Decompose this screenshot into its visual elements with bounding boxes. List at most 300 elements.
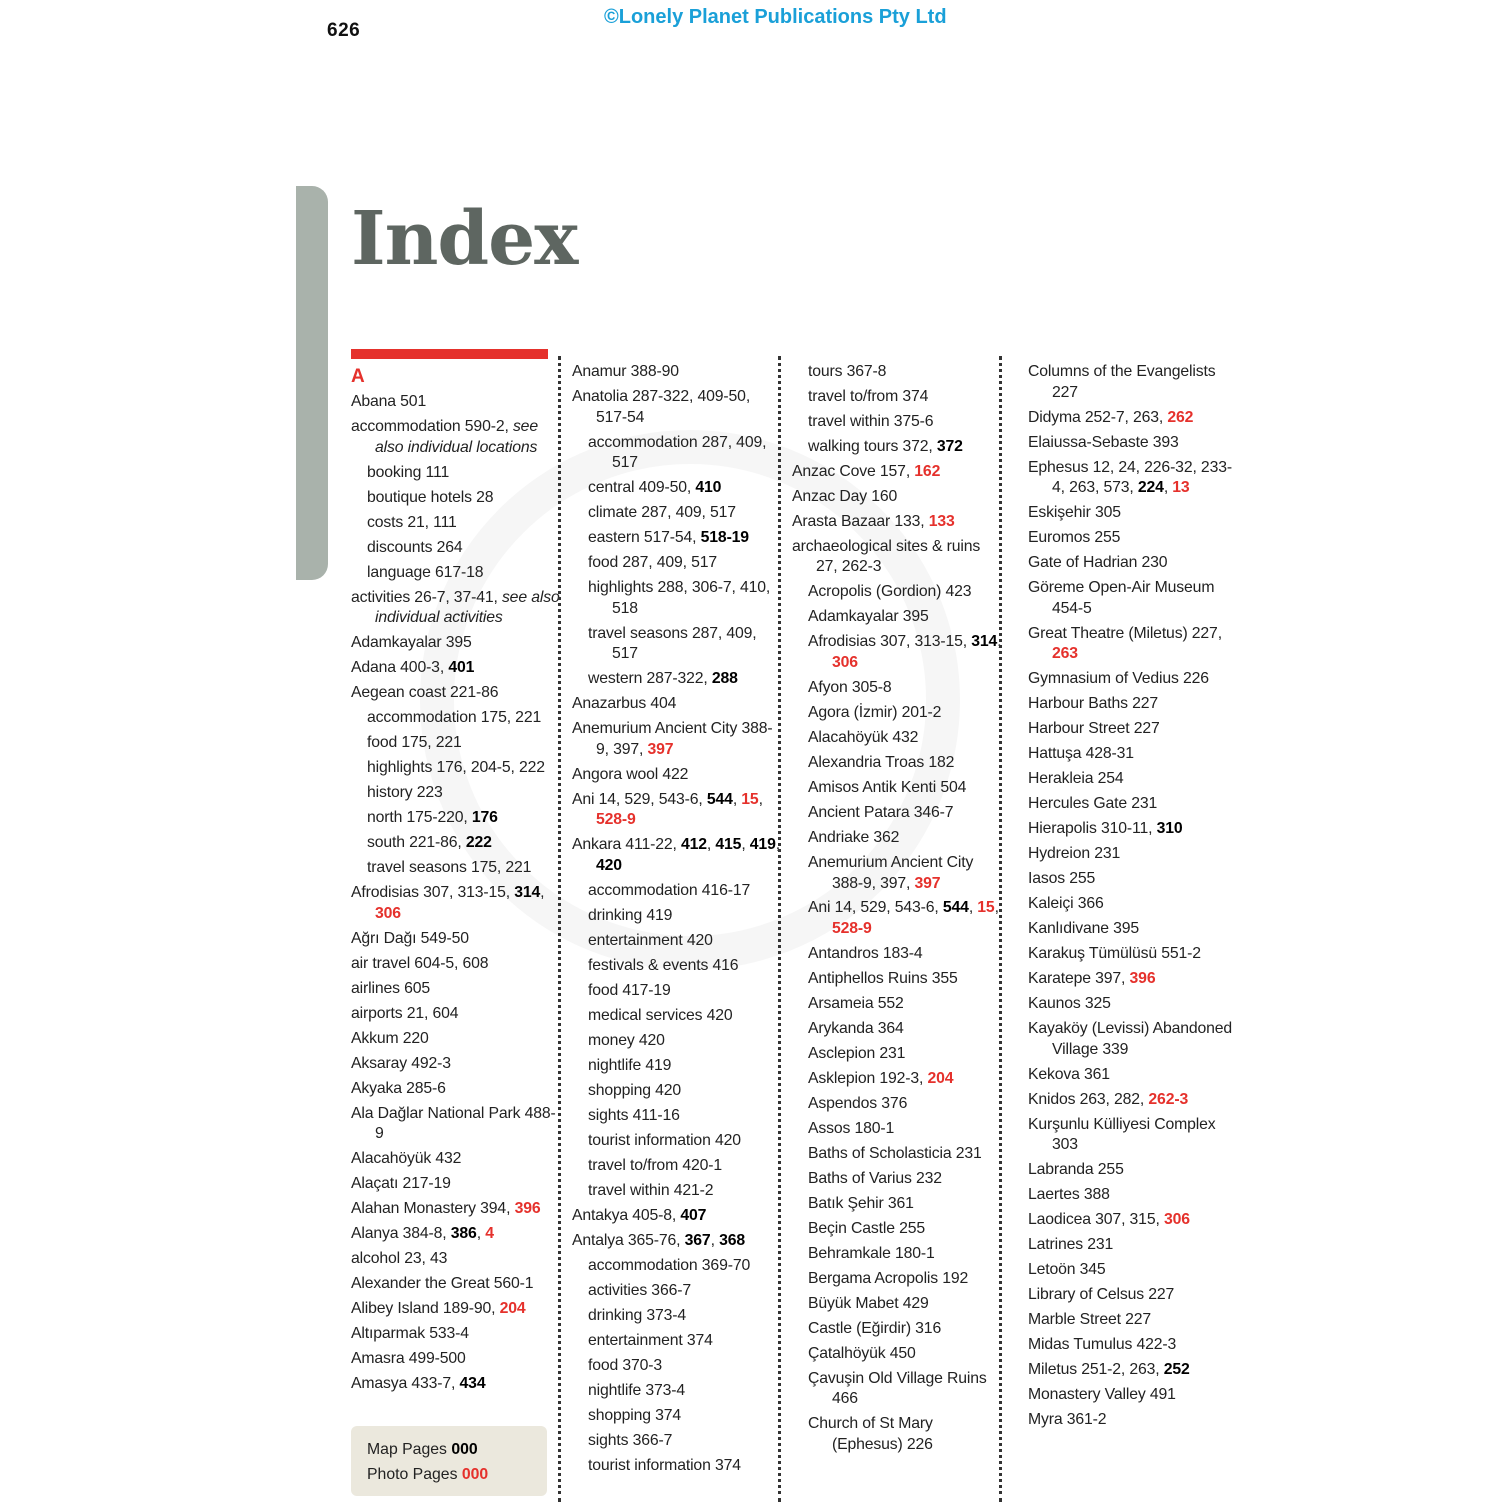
- legend-photo-label: Photo Pages: [367, 1466, 458, 1483]
- entry-text: air travel 604-5, 608: [351, 954, 489, 972]
- map-page-ref: 252: [1163, 1361, 1190, 1379]
- index-subentry: [792, 1294, 1004, 1315]
- entry-text: Alahan Monastery 394,: [351, 1200, 515, 1218]
- photo-page-ref: 204: [927, 1069, 954, 1087]
- entry-text: Anatolia 287-322, 409-50, 517-54: [572, 387, 751, 426]
- entry-text: Library of Celsus 227: [1028, 1286, 1175, 1304]
- index-subentry: [792, 1169, 1004, 1190]
- entry-text: Afrodisias 307, 313-15,: [808, 633, 972, 651]
- entry-text: tourist information 374: [588, 1456, 741, 1474]
- index-entry: [1028, 1335, 1238, 1356]
- index-subentry: [792, 1244, 1004, 1265]
- index-subentry: [792, 437, 1004, 458]
- index-entry: [351, 1199, 563, 1220]
- entry-text: climate 287, 409, 517: [588, 504, 736, 522]
- index-entry: [351, 683, 563, 704]
- index-subentry: [792, 828, 1004, 849]
- entry-text: ,: [994, 899, 999, 917]
- map-page-ref: 367: [684, 1231, 711, 1249]
- index-subentry: [792, 1144, 1004, 1165]
- entry-text: Great Theatre (Miletus) 227,: [1028, 624, 1222, 642]
- entry-text: Afrodisias 307, 313-15,: [351, 884, 515, 902]
- index-entry: [792, 512, 1004, 533]
- entry-text: Acropolis (Gordion) 423: [808, 583, 972, 601]
- map-page-ref: 288: [711, 670, 738, 688]
- map-page-ref: 224: [1137, 479, 1164, 497]
- index-entry: [1028, 669, 1238, 690]
- index-entry: [572, 362, 784, 383]
- index-subentry: [351, 463, 563, 484]
- entry-text: Akyaka 285-6: [351, 1079, 446, 1097]
- entry-text: Columns of the Evangelists 227: [1028, 363, 1216, 401]
- entry-text: Anzac Cove 157,: [792, 462, 915, 480]
- entry-text: travel within 375-6: [808, 412, 934, 430]
- photo-page-ref: 396: [1129, 970, 1156, 988]
- copyright-notice: ©Lonely Planet Publications Pty Ltd: [604, 6, 947, 28]
- index-entry: [1028, 624, 1238, 665]
- index-entry: [1028, 503, 1238, 524]
- index-subentry: [792, 632, 1004, 673]
- index-entry: [1028, 1285, 1238, 1306]
- photo-page-ref: 262: [1167, 408, 1194, 426]
- column-divider: [558, 356, 561, 1502]
- map-page-ref: 222: [465, 834, 492, 852]
- index-entry: [351, 929, 563, 950]
- map-page-ref: 314: [971, 633, 998, 651]
- index-entry: [1028, 1385, 1238, 1406]
- entry-text: Hydreion 231: [1028, 845, 1121, 863]
- entry-text: travel seasons 287, 409, 517: [588, 624, 757, 663]
- entry-text: eastern 517-54,: [588, 529, 701, 547]
- entry-text: Beçin Castle 255: [808, 1219, 926, 1237]
- index-entry: [351, 1149, 563, 1170]
- index-entry: [1028, 578, 1238, 619]
- index-subentry: [572, 1256, 784, 1277]
- index-subentry: [351, 758, 563, 779]
- entry-text: airlines 605: [351, 979, 430, 997]
- entry-text: travel seasons 175, 221: [367, 859, 532, 877]
- index-entry: [1028, 1115, 1238, 1156]
- entry-text: food 175, 221: [367, 734, 462, 752]
- index-subentry: [572, 1331, 784, 1352]
- entry-text: Karakuş Tümülüsü 551-2: [1028, 945, 1201, 963]
- photo-page-ref: 306: [375, 904, 401, 922]
- index-entry: [351, 1374, 563, 1395]
- index-subentry: [572, 906, 784, 927]
- map-page-ref: 420: [596, 856, 622, 874]
- index-subentry: [572, 1056, 784, 1077]
- index-entry: [792, 537, 1004, 578]
- index-subentry: [572, 553, 784, 574]
- index-subentry: [351, 733, 563, 754]
- entry-text: Eskişehir 305: [1028, 504, 1121, 522]
- entry-text: shopping 420: [588, 1081, 682, 1099]
- index-subentry: [792, 994, 1004, 1015]
- entry-text: Angora wool 422: [572, 765, 689, 783]
- entry-text: medical services 420: [588, 1006, 733, 1024]
- entry-text: food 417-19: [588, 981, 671, 999]
- entry-text: accommodation 287, 409, 517: [588, 433, 767, 472]
- legend-map-pages: [367, 1438, 478, 1462]
- entry-text: highlights 288, 306-7, 410, 518: [588, 579, 771, 617]
- entry-text: Ani 14, 529, 543-6,: [808, 899, 943, 917]
- entry-text: Harbour Street 227: [1028, 720, 1160, 738]
- index-column-3: [792, 360, 1004, 1456]
- index-entry: [572, 719, 784, 760]
- index-subentry: [572, 433, 784, 474]
- index-subentry: [572, 981, 784, 1002]
- photo-page-ref: 263: [1052, 645, 1078, 663]
- index-subentry: [792, 387, 1004, 408]
- entry-text: festivals & events 416: [588, 956, 739, 974]
- index-entry: [1028, 794, 1238, 815]
- entry-text: Laertes 388: [1028, 1186, 1110, 1204]
- entry-text: Alexander the Great 560-1: [351, 1275, 534, 1293]
- index-entry: [572, 835, 784, 876]
- entry-text: alcohol 23, 43: [351, 1250, 448, 1268]
- index-entry: [351, 1274, 563, 1295]
- entry-text: ,: [741, 836, 750, 854]
- entry-text: activities 26-7, 37-41,: [351, 588, 502, 606]
- index-subentry: [792, 1414, 1004, 1455]
- entry-text: accommodation 369-70: [588, 1256, 751, 1274]
- index-subentry: [572, 1406, 784, 1427]
- index-subentry: [792, 753, 1004, 774]
- entry-text: Marble Street 227: [1028, 1311, 1152, 1329]
- section-letter: A: [351, 366, 365, 387]
- map-page-ref: 401: [448, 659, 475, 677]
- legend-photo-value: 000: [461, 1466, 489, 1483]
- index-entry: [1028, 1310, 1238, 1331]
- entry-text: archaeological sites & ruins 27, 262-3: [792, 537, 981, 576]
- entry-text: ,: [732, 790, 742, 808]
- entry-text: entertainment 374: [588, 1331, 713, 1349]
- page-title: Index: [351, 196, 578, 282]
- entry-text: Alibey Island 189-90,: [351, 1300, 500, 1318]
- map-page-ref: 314: [514, 884, 541, 902]
- entry-text: Iasos 255: [1028, 870, 1096, 888]
- legend-photo-pages: [367, 1463, 488, 1487]
- index-entry: [1028, 1065, 1238, 1086]
- entry-text: see also individual activities: [375, 588, 560, 627]
- index-subentry: [351, 513, 563, 534]
- entry-text: entertainment 420: [588, 931, 713, 949]
- entry-text: Altıparmak 533-4: [351, 1325, 469, 1343]
- map-page-ref: 372: [936, 437, 963, 455]
- entry-text: drinking 373-4: [588, 1306, 687, 1324]
- photo-page-ref: 306: [832, 654, 858, 672]
- entry-text: ,: [706, 836, 716, 854]
- entry-text: accommodation 175, 221: [367, 709, 542, 727]
- entry-text: Hercules Gate 231: [1028, 795, 1158, 813]
- entry-text: Çavuşin Old Village Ruins 466: [808, 1369, 987, 1408]
- entry-text: Ankara 411-22,: [572, 836, 681, 854]
- entry-text: Knidos 263, 282,: [1028, 1090, 1149, 1108]
- index-subentry: [792, 607, 1004, 628]
- index-column-2: [572, 360, 784, 1476]
- index-subentry: [792, 853, 1004, 894]
- map-page-ref: 176: [471, 809, 498, 827]
- index-column-1: [351, 360, 563, 1395]
- entry-text: Herakleia 254: [1028, 770, 1124, 788]
- entry-text: Arasta Bazaar 133,: [792, 512, 929, 530]
- index-subentry: [792, 1219, 1004, 1240]
- index-subentry: [351, 538, 563, 559]
- photo-page-ref: 204: [499, 1300, 526, 1318]
- entry-text: Letoön 345: [1028, 1261, 1106, 1279]
- index-subentry: [792, 678, 1004, 699]
- entry-text: central 409-50,: [588, 479, 696, 497]
- index-entry: [1028, 458, 1238, 499]
- legend-box: [351, 1426, 547, 1496]
- entry-text: Laodicea 307, 315,: [1028, 1211, 1164, 1229]
- entry-text: Alacahöyük 432: [808, 728, 919, 746]
- index-subentry: [572, 1456, 784, 1477]
- entry-text: Alacahöyük 432: [351, 1150, 462, 1168]
- entry-text: Adana 400-3,: [351, 659, 449, 677]
- photo-page-ref: 306: [1163, 1211, 1190, 1229]
- map-page-ref: 310: [1156, 820, 1183, 838]
- entry-text: ,: [997, 633, 1002, 651]
- index-entry: [1028, 433, 1238, 454]
- entry-text: Alanya 384-8,: [351, 1225, 451, 1243]
- index-subentry: [792, 1344, 1004, 1365]
- index-subentry: [792, 1269, 1004, 1290]
- entry-text: Behramkale 180-1: [808, 1244, 935, 1262]
- entry-text: booking 111: [367, 463, 450, 481]
- index-subentry: [572, 881, 784, 902]
- photo-page-ref: 528-9: [832, 920, 872, 938]
- index-entry: [1028, 1210, 1238, 1231]
- index-entry: [572, 765, 784, 786]
- map-page-ref: 415: [715, 836, 742, 854]
- entry-text: Euromos 255: [1028, 529, 1121, 547]
- index-subentry: [351, 563, 563, 584]
- entry-text: Çatalhöyük 450: [808, 1344, 916, 1362]
- index-subentry: [572, 624, 784, 665]
- entry-text: Batık Şehir 361: [808, 1194, 914, 1212]
- entry-text: Anemurium Ancient City 388-9, 397,: [808, 853, 974, 892]
- index-subentry: [351, 488, 563, 509]
- index-entry: [1028, 1235, 1238, 1256]
- index-subentry: [572, 1131, 784, 1152]
- index-entry: [351, 1029, 563, 1050]
- index-entry: [351, 633, 563, 654]
- entry-text: travel to/from 420-1: [588, 1156, 722, 1174]
- index-subentry: [572, 931, 784, 952]
- entry-text: Ani 14, 529, 543-6,: [572, 790, 707, 808]
- index-subentry: [792, 969, 1004, 990]
- index-subentry: [792, 898, 1004, 939]
- index-entry: [1028, 894, 1238, 915]
- entry-text: tourist information 420: [588, 1131, 741, 1149]
- index-column-4: [1028, 360, 1238, 1431]
- entry-text: Didyma 252-7, 263,: [1028, 408, 1168, 426]
- index-entry: [351, 1324, 563, 1345]
- entry-text: Hattuşa 428-31: [1028, 745, 1134, 763]
- index-entry: [1028, 969, 1238, 990]
- entry-text: Antalya 365-76,: [572, 1231, 685, 1249]
- index-subentry: [572, 1431, 784, 1452]
- entry-text: Anazarbus 404: [572, 695, 677, 713]
- map-page-ref: 407: [680, 1206, 707, 1224]
- photo-page-ref: 262-3: [1148, 1090, 1189, 1108]
- index-entry: [1028, 1260, 1238, 1281]
- entry-text: see also individual locations: [375, 418, 538, 456]
- page-number: 626: [327, 20, 361, 41]
- entry-text: travel to/from 374: [808, 387, 929, 405]
- index-entry: [351, 588, 563, 629]
- entry-text: food 287, 409, 517: [588, 554, 718, 572]
- entry-text: Aegean coast 221-86: [351, 684, 499, 702]
- entry-text: language 617-18: [367, 563, 484, 581]
- entry-text: Church of St Mary (Ephesus) 226: [808, 1415, 933, 1453]
- entry-text: Assos 180-1: [808, 1119, 895, 1137]
- entry-text: Afyon 305-8: [808, 679, 892, 697]
- entry-text: western 287-322,: [588, 670, 712, 688]
- index-entry: [1028, 553, 1238, 574]
- entry-text: Aksaray 492-3: [351, 1054, 451, 1072]
- map-page-ref: 544: [706, 790, 733, 808]
- entry-text: Amasra 499-500: [351, 1350, 466, 1368]
- index-entry: [351, 658, 563, 679]
- entry-text: boutique hotels 28: [367, 488, 494, 506]
- entry-text: Ancient Patara 346-7: [808, 803, 954, 821]
- section-tab: [296, 186, 328, 580]
- entry-text: Midas Tumulus 422-3: [1028, 1336, 1177, 1354]
- entry-text: Baths of Varius 232: [808, 1169, 942, 1187]
- index-entry: [1028, 744, 1238, 765]
- map-page-ref: 368: [719, 1231, 745, 1249]
- entry-text: Kaunos 325: [1028, 995, 1111, 1013]
- entry-text: accommodation 416-17: [588, 881, 751, 899]
- index-subentry: [792, 1094, 1004, 1115]
- index-subentry: [572, 528, 784, 549]
- index-subentry: [792, 1119, 1004, 1140]
- entry-text: accommodation 590-2,: [351, 418, 513, 436]
- entry-text: Ağrı Dağı 549-50: [351, 929, 469, 947]
- entry-text: Göreme Open-Air Museum 454-5: [1028, 579, 1215, 617]
- entry-text: Büyük Mabet 429: [808, 1294, 929, 1312]
- entry-text: Adamkayalar 395: [351, 634, 472, 652]
- index-subentry: [572, 1106, 784, 1127]
- index-subentry: [792, 582, 1004, 603]
- entry-text: Castle (Eğirdir) 316: [808, 1319, 942, 1337]
- entry-text: Ephesus 12, 24, 226-32, 233-4, 263, 573,: [1028, 458, 1232, 497]
- index-entry: [1028, 819, 1238, 840]
- entry-text: Gate of Hadrian 230: [1028, 554, 1168, 572]
- map-page-ref: 410: [695, 479, 722, 497]
- entry-text: ,: [758, 790, 763, 808]
- entry-text: shopping 374: [588, 1406, 682, 1424]
- photo-page-ref: 397: [914, 874, 941, 892]
- red-rule: [351, 349, 548, 359]
- entry-text: Gymnasium of Vedius 226: [1028, 670, 1209, 688]
- index-entry: [1028, 944, 1238, 965]
- entry-text: ,: [775, 836, 780, 854]
- photo-page-ref: 133: [928, 512, 955, 530]
- entry-text: sights 366-7: [588, 1431, 673, 1449]
- entry-text: highlights 176, 204-5, 222: [367, 759, 545, 777]
- index-entry: [792, 487, 1004, 508]
- index-entry: [351, 417, 563, 458]
- index-subentry: [792, 1369, 1004, 1410]
- index-subentry: [572, 1306, 784, 1327]
- entry-text: Alaçatı 217-19: [351, 1175, 451, 1193]
- entry-text: Arykanda 364: [808, 1020, 904, 1038]
- index-subentry: [572, 1081, 784, 1102]
- entry-text: Kayaköy (Levissi) Abandoned Village 339: [1028, 1020, 1233, 1058]
- entry-text: Elaiussa-Sebaste 393: [1028, 433, 1179, 451]
- index-subentry: [572, 1181, 784, 1202]
- entry-text: Kurşunlu Külliyesi Complex 303: [1028, 1115, 1216, 1154]
- index-subentry: [792, 1319, 1004, 1340]
- index-entry: [1028, 362, 1238, 403]
- index-subentry: [351, 708, 563, 729]
- entry-text: ,: [1163, 479, 1173, 497]
- entry-text: Antiphellos Ruins 355: [808, 970, 958, 988]
- index-entry: [1028, 408, 1238, 429]
- photo-page-ref: 162: [914, 462, 941, 480]
- entry-text: Adamkayalar 395: [808, 608, 929, 626]
- entry-text: Bergama Acropolis 192: [808, 1269, 969, 1287]
- index-entry: [1028, 1360, 1238, 1381]
- index-entry: [351, 1054, 563, 1075]
- index-subentry: [351, 808, 563, 829]
- map-page-ref: 386: [450, 1225, 477, 1243]
- entry-text: money 420: [588, 1031, 665, 1049]
- index-subentry: [792, 728, 1004, 749]
- index-subentry: [572, 478, 784, 499]
- entry-text: Antandros 183-4: [808, 945, 923, 963]
- photo-page-ref: 397: [647, 740, 674, 758]
- index-entry: [351, 1174, 563, 1195]
- index-entry: [1028, 528, 1238, 549]
- entry-text: south 221-86,: [367, 834, 466, 852]
- index-entry: [1028, 1019, 1238, 1060]
- index-subentry: [792, 362, 1004, 383]
- entry-text: ,: [540, 884, 545, 902]
- index-subentry: [572, 1281, 784, 1302]
- index-subentry: [792, 944, 1004, 965]
- entry-text: Amasya 433-7,: [351, 1375, 460, 1393]
- entry-text: Karatepe 397,: [1028, 970, 1130, 988]
- index-entry: [351, 392, 563, 413]
- entry-text: Abana 501: [351, 393, 427, 411]
- entry-text: travel within 421-2: [588, 1181, 714, 1199]
- map-page-ref: 434: [459, 1375, 486, 1393]
- index-subentry: [792, 1194, 1004, 1215]
- index-subentry: [572, 578, 784, 619]
- index-entry: [572, 694, 784, 715]
- index-subentry: [351, 858, 563, 879]
- index-subentry: [792, 803, 1004, 824]
- entry-text: Anamur 388-90: [572, 363, 679, 380]
- entry-text: Latrines 231: [1028, 1236, 1114, 1254]
- map-page-ref: 544: [942, 899, 969, 917]
- entry-text: ,: [710, 1231, 720, 1249]
- entry-text: Labranda 255: [1028, 1161, 1124, 1179]
- map-page-ref: 518-19: [700, 529, 749, 547]
- index-subentry: [572, 1356, 784, 1377]
- index-entry: [572, 1206, 784, 1227]
- index-subentry: [351, 833, 563, 854]
- entry-text: costs 21, 111: [367, 513, 457, 531]
- photo-page-ref: 528-9: [596, 811, 636, 829]
- entry-text: activities 366-7: [588, 1281, 691, 1299]
- entry-text: Monastery Valley 491: [1028, 1386, 1176, 1403]
- legend-map-label: Map Pages: [367, 1441, 447, 1458]
